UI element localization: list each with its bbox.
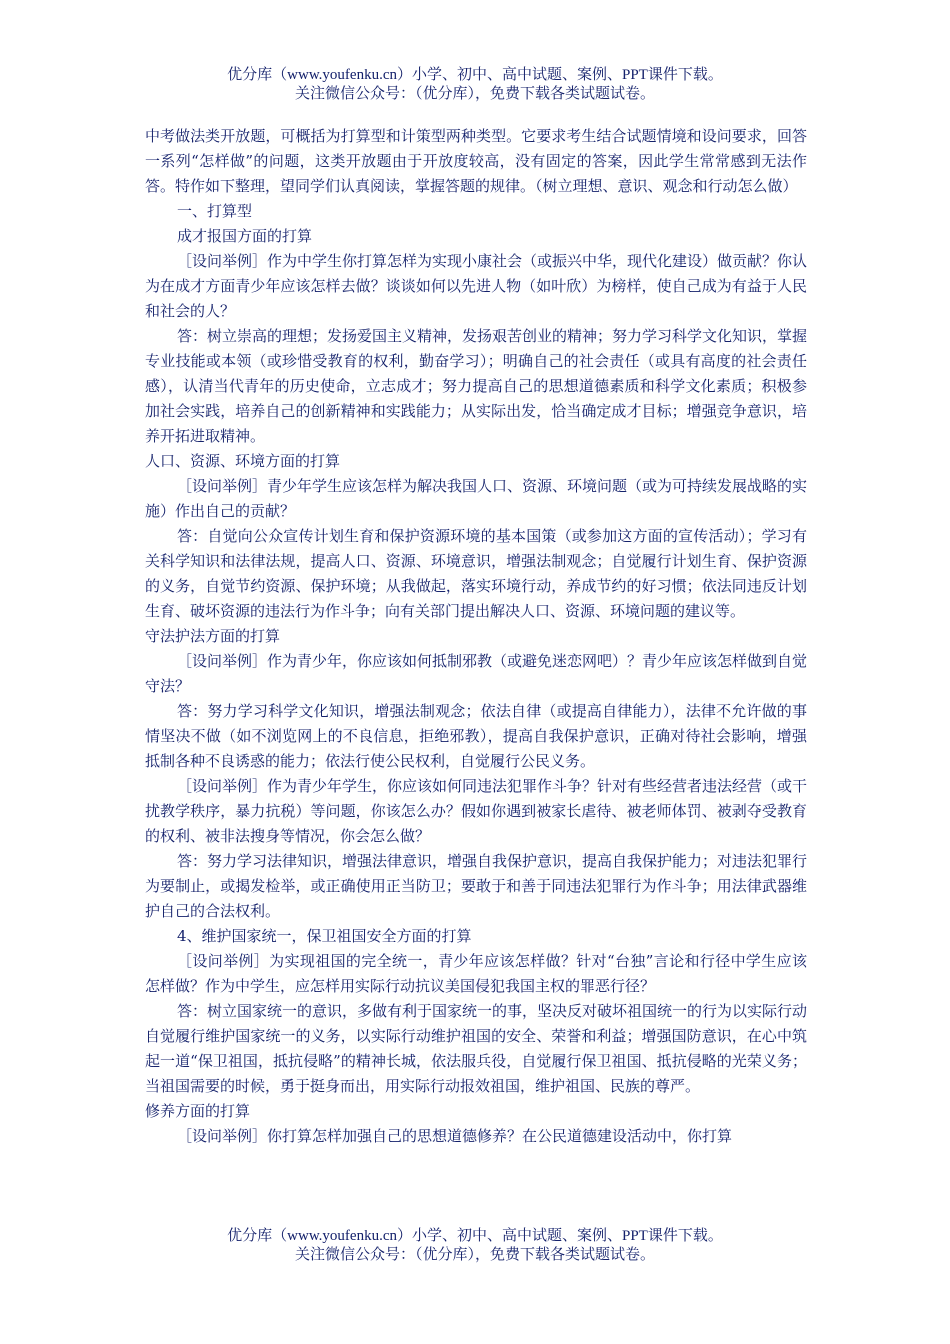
paragraph: 守法护法方面的打算 — [145, 627, 281, 645]
header-line-1: 优分库（www.youfenku.cn）小学、初中、高中试题、案例、PPT课件下载。 — [227, 67, 723, 83]
paragraph: ［设问举例］你打算怎样加强自己的思想道德修养？在公民道德建设活动中，你打算 — [177, 1127, 733, 1145]
paragraph: ［设问举例］作为中学生你打算怎样为实现小康社会（或振兴中华，现代化建设）做贡献？你认为在成才方面青少年应该怎样去做？谈谈如何以先进人物（如叶欣）为榜样，使自己成为有益于人民和社会的人？ — [145, 252, 808, 320]
paragraph: ［设问举例］为实现祖国的完全统一，青少年应该怎样做？针对“台独”言论和行径中学生应该怎样做？作为中学生，应怎样用实际行动抗议美国侵犯我国主权的罪恶行径？ — [145, 952, 807, 995]
paragraph: 答：努力学习法律知识，增强法律意识，增强自我保护意识，提高自我保护能力；对违法犯罪行为要制止，或揭发检举，或正确使用正当防卫；要敢于和善于同违法犯罪行为作斗争；用法律武器维护自己的合法权利。 — [145, 852, 808, 920]
paragraph: 中考做法类开放题，可概括为打算型和计策型两种类型。它要求考生结合试题情境和设问要求，回答一系列“怎样做”的问题，这类开放题由于开放度较高，没有固定的答案，因此学生常常感到无法作答。特作如下整理，望同学们认真阅读，掌握答题的规律。（树立理想、意识、观念和行动怎么做） — [145, 127, 807, 195]
paragraph: 4、维护国家统一，保卫祖国安全方面的打算 — [177, 927, 472, 945]
page-header — [0, 66, 950, 104]
page-footer — [0, 1227, 950, 1265]
document-body — [145, 124, 807, 1149]
header-line-2: 关注微信公众号：（优分库），免费下载各类试题试卷。 — [294, 86, 655, 102]
footer-line-1: 优分库（www.youfenku.cn）小学、初中、高中试题、案例、PPT课件下载。 — [227, 1228, 723, 1244]
paragraph: 答：树立崇高的理想；发扬爱国主义精神，发扬艰苦创业的精神；努力学习科学文化知识，掌握专业技能或本领（或珍惜受教育的权利，勤奋学习）；明确自己的社会责任（或具有高度的社会责任感），认清当代青年的历史使命，立志成才；努力提高自己的思想道德素质和科学文化素质；积极参加社会实践，培养自己的创新精神和实践能力；从实际出发，恰当确定成才目标；增强竞争意识，培养开拓进取精神。 — [145, 327, 808, 445]
paragraph: 答：自觉向公众宣传计划生育和保护资源环境的基本国策（或参加这方面的宣传活动）；学习有关科学知识和法律法规，提高人口、资源、环境意识，增强法制观念；自觉履行计划生育、保护资源的义务，自觉节约资源、保护环境；从我做起，落实环境行动，养成节约的好习惯；依法同违反计划生育、破坏资源的违法行为作斗争；向有关部门提出解决人口、资源、环境问题的建议等。 — [145, 527, 807, 620]
paragraph: 修养方面的打算 — [145, 1102, 251, 1120]
paragraph: 答：树立国家统一的意识，多做有利于国家统一的事，坚决反对破坏祖国统一的行为以实际行动自觉履行维护国家统一的义务，以实际行动维护祖国的安全、荣誉和利益；增强国防意识，在心中筑起一道“保卫祖国，抵抗侵略”的精神长城，依法服兵役，自觉履行保卫祖国、抵抗侵略的光荣义务；当祖国需要的时候，勇于挺身而出，用实际行动报效祖国，维护祖国、民族的尊严。 — [145, 1002, 808, 1095]
footer-line-2: 关注微信公众号：（优分库），免费下载各类试题试卷。 — [294, 1247, 655, 1263]
paragraph: ［设问举例］作为青少年学生，你应该如何同违法犯罪作斗争？针对有些经营者违法经营（或干扰教学秩序，暴力抗税）等问题，你该怎么办？假如你遇到被家长虐待、被老师体罚、被剥夺受教育的权利、被非法搜身等情况，你会怎么做？ — [145, 777, 808, 845]
paragraph: 人口、资源、环境方面的打算 — [145, 452, 341, 470]
paragraph: 成才报国方面的打算 — [177, 227, 313, 245]
paragraph: ［设问举例］作为青少年，你应该如何抵制邪教（或避免迷恋网吧）？青少年应该怎样做到自觉守法？ — [145, 652, 808, 695]
paragraph: 答：努力学习科学文化知识，增强法制观念；依法自律（或提高自律能力），法律不允许做的事情坚决不做（如不浏览网上的不良信息，拒绝邪教），提高自我保护意识，正确对待社会影响，增强抵制各种不良诱惑的能力；依法行使公民权利，自觉履行公民义务。 — [145, 702, 807, 770]
paragraph: 一、打算型 — [177, 202, 253, 220]
paragraph: ［设问举例］青少年学生应该怎样为解决我国人口、资源、环境问题（或为可持续发展战略的实施）作出自己的贡献？ — [145, 477, 808, 520]
